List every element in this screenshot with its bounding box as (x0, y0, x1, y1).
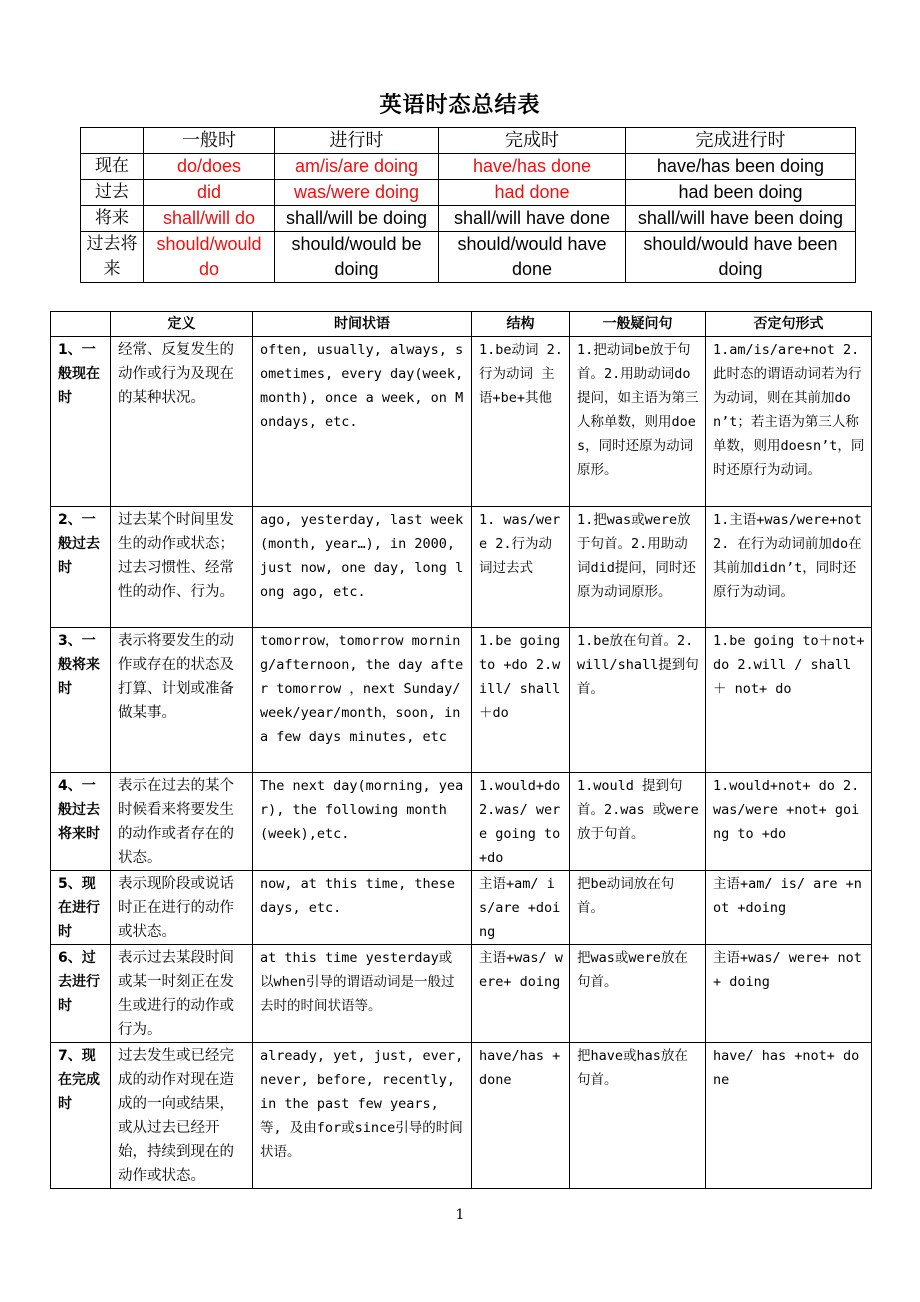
table-row (51, 1043, 872, 1189)
tense-definition: 表示将要发生的动作或存在的状态及打算、计划或准备做某事。 (111, 628, 253, 773)
summary-header-cell: 一般时 (144, 128, 275, 154)
detail-header-cell: 否定句形式 (706, 312, 872, 337)
question-form: 把be动词放在句首。 (570, 871, 706, 945)
summary-table (80, 127, 856, 283)
summary-row-label: 将来 (81, 206, 144, 232)
summary-row-past-future (81, 232, 856, 283)
summary-cell: should/would have done (439, 232, 626, 283)
detail-header-cell: 时间状语 (253, 312, 472, 337)
summary-row-present (81, 154, 856, 180)
summary-cell: shall/will be doing (275, 206, 439, 232)
summary-cell: should/would have been doing (626, 232, 856, 283)
question-form: 1.把was或were放于句首。2.用助动词did提问，同时还原为动词原形。 (570, 507, 706, 628)
question-form: 1.would 提到句首。2.was 或were放于句首。 (570, 773, 706, 871)
question-form: 把was或were放在句首。 (570, 945, 706, 1043)
tense-structure: 1.be动词 2.行为动词 主语+be+其他 (472, 337, 570, 507)
time-adverbial: now, at this time, these days, etc. (253, 871, 472, 945)
tense-name: 6、过去进行时 (51, 945, 111, 1043)
question-form: 1.把动词be放于句首。2.用助动词do提问，如主语为第三人称单数，则用does，同时还原为动词原形。 (570, 337, 706, 507)
tense-definition: 表示现阶段或说话时正在进行的动作或状态。 (111, 871, 253, 945)
negative-form: 1.be going to＋not+do 2.will / shall ＋ not+ do (706, 628, 872, 773)
detail-header-cell: 一般疑问句 (570, 312, 706, 337)
table-row (51, 337, 872, 507)
time-adverbial: The next day(morning, year), the following month (week),etc. (253, 773, 472, 871)
negative-form: 1.主语+was/were+not 2. 在行为动词前加do在其前加didn’t，同时还原行为动词。 (706, 507, 872, 628)
summary-cell: had done (439, 180, 626, 206)
summary-header-cell: 进行时 (275, 128, 439, 154)
page-number: 1 (455, 1207, 465, 1223)
question-form: 把have或has放在句首。 (570, 1043, 706, 1189)
tense-structure: 1.would+do 2.was/ were going to +do (472, 773, 570, 871)
summary-header-cell: 完成时 (439, 128, 626, 154)
negative-form: 主语+was/ were+ not+ doing (706, 945, 872, 1043)
tense-structure: have/has +done (472, 1043, 570, 1189)
detail-header-cell: 定义 (111, 312, 253, 337)
summary-cell: had been doing (626, 180, 856, 206)
summary-cell: did (144, 180, 275, 206)
tense-definition: 过去发生或已经完成的动作对现在造成的一向或结果，或从过去已经开始，持续到现在的动作或状态。 (111, 1043, 253, 1189)
tense-name: 4、一般过去将来时 (51, 773, 111, 871)
question-form: 1.be放在句首。2.will/shall提到句首。 (570, 628, 706, 773)
summary-header-row (81, 128, 856, 154)
table-row (51, 507, 872, 628)
negative-form: 1.am/is/are+not 2.此时态的谓语动词若为行为动词，则在其前加don’t；若主语为第三人称单数，则用doesn’t，同时还原行为动词。 (706, 337, 872, 507)
detail-table (50, 311, 872, 1189)
summary-cell: should/would be doing (275, 232, 439, 283)
detail-header-cell (51, 312, 111, 337)
summary-cell: shall/will have done (439, 206, 626, 232)
summary-cell: should/would do (144, 232, 275, 283)
summary-cell: shall/will do (144, 206, 275, 232)
tense-name: 3、一般将来时 (51, 628, 111, 773)
tense-definition: 过去某个时间里发生的动作或状态；过去习惯性、经常性的动作、行为。 (111, 507, 253, 628)
tense-name: 1、一般现在时 (51, 337, 111, 507)
tense-name: 7、现在完成时 (51, 1043, 111, 1189)
negative-form: 主语+am/ is/ are +not +doing (706, 871, 872, 945)
summary-cell: shall/will have been doing (626, 206, 856, 232)
page-title: 英语时态总结表 (379, 93, 541, 118)
table-row (51, 628, 872, 773)
tense-structure: 1.be going to +do 2.will/ shall＋do (472, 628, 570, 773)
negative-form: have/ has +not+ done (706, 1043, 872, 1189)
detail-header-row (51, 312, 872, 337)
table-row (51, 871, 872, 945)
time-adverbial: at this time yesterday或以when引导的谓语动词是一般过去时的时间状语等。 (253, 945, 472, 1043)
summary-header-cell: 完成进行时 (626, 128, 856, 154)
time-adverbial: often, usually, always, sometimes, every day(week,month), once a week, on Mondays, etc. (253, 337, 472, 507)
time-adverbial: already, yet, just, ever, never, before, recently, in the past few years, 等, 及由for或since引导的时间状语。 (253, 1043, 472, 1189)
detail-header-cell: 结构 (472, 312, 570, 337)
summary-row-label: 过去 (81, 180, 144, 206)
summary-cell: have/has done (439, 154, 626, 180)
table-row (51, 945, 872, 1043)
tense-structure: 主语+am/ is/are +doing (472, 871, 570, 945)
time-adverbial: tomorrow，tomorrow morning/afternoon, the day after tomorrow ，next Sunday/week/year/month，soon, in a few days minutes, etc (253, 628, 472, 773)
tense-name: 5、现在进行时 (51, 871, 111, 945)
table-row (51, 773, 872, 871)
tense-definition: 经常、反复发生的动作或行为及现在的某种状况。 (111, 337, 253, 507)
summary-cell: was/were doing (275, 180, 439, 206)
summary-header-cell (81, 128, 144, 154)
time-adverbial: ago, yesterday, last week(month, year…), in 2000, just now, one day, long long ago, etc. (253, 507, 472, 628)
tense-structure: 1. was/were 2.行为动词过去式 (472, 507, 570, 628)
summary-row-future (81, 206, 856, 232)
tense-definition: 表示在过去的某个时候看来将要发生的动作或者存在的状态。 (111, 773, 253, 871)
summary-cell: do/does (144, 154, 275, 180)
summary-row-label: 现在 (81, 154, 144, 180)
summary-row-label: 过去将来 (81, 232, 144, 283)
tense-structure: 主语+was/ were+ doing (472, 945, 570, 1043)
tense-name: 2、一般过去时 (51, 507, 111, 628)
tense-definition: 表示过去某段时间或某一时刻正在发生或进行的动作或行为。 (111, 945, 253, 1043)
summary-cell: have/has been doing (626, 154, 856, 180)
summary-cell: am/is/are doing (275, 154, 439, 180)
summary-row-past (81, 180, 856, 206)
negative-form: 1.would+not+ do 2.was/were +not+ going to +do (706, 773, 872, 871)
